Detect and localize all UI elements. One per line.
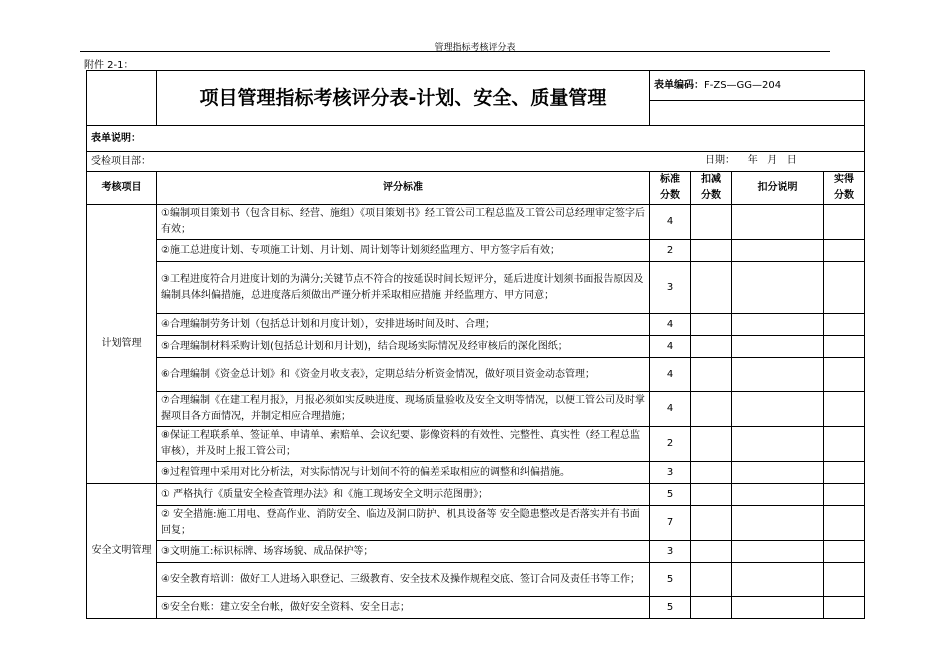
deduct-desc-cell[interactable] xyxy=(732,541,824,563)
deduct-cell[interactable] xyxy=(691,541,732,563)
criteria-text: ⑥合理编制《资金总计划》和《资金月收支表》，定期总结分析资金情况，做好项目资金动态管理； xyxy=(157,358,650,392)
deduct-cell[interactable] xyxy=(691,314,732,336)
deduct-desc-cell[interactable] xyxy=(732,314,824,336)
deduct-cell[interactable] xyxy=(691,358,732,392)
col-deduct: 扣减分数 xyxy=(691,172,732,205)
form-code-blank xyxy=(650,101,865,126)
standard-score: 2 xyxy=(650,240,691,262)
deduct-desc-cell[interactable] xyxy=(732,462,824,484)
criteria-text: ④合理编制劳务计划（包括总计划和月度计划），安排进场时间及时、合理； xyxy=(157,314,650,336)
deduct-cell[interactable] xyxy=(691,597,732,619)
col-deduct-desc: 扣分说明 xyxy=(732,172,824,205)
section-name: 安全文明管理 xyxy=(87,484,157,619)
actual-cell[interactable] xyxy=(824,541,865,563)
actual-cell[interactable] xyxy=(824,358,865,392)
deduct-cell[interactable] xyxy=(691,205,732,240)
form-code xyxy=(650,71,865,101)
section-name: 计划管理 xyxy=(87,205,157,484)
standard-score: 3 xyxy=(650,462,691,484)
actual-cell[interactable] xyxy=(824,240,865,262)
logo-cell xyxy=(87,71,157,126)
date-label: 日期： 年 月 日 xyxy=(705,155,797,166)
deduct-desc-cell[interactable] xyxy=(732,563,824,597)
project-label: 受检项目部： xyxy=(91,155,151,167)
score-table xyxy=(86,70,865,619)
actual-cell[interactable] xyxy=(824,205,865,240)
standard-score: 4 xyxy=(650,336,691,358)
deduct-desc-cell[interactable] xyxy=(732,358,824,392)
standard-score: 5 xyxy=(650,597,691,619)
actual-cell[interactable] xyxy=(824,484,865,506)
page-header: 管理指标考核评分表 xyxy=(434,43,516,53)
header-rule xyxy=(80,51,830,52)
actual-cell[interactable] xyxy=(824,262,865,314)
standard-score: 2 xyxy=(650,427,691,462)
actual-cell[interactable] xyxy=(824,597,865,619)
deduct-cell[interactable] xyxy=(691,392,732,427)
standard-score: 3 xyxy=(650,262,691,314)
deduct-desc-cell[interactable] xyxy=(732,205,824,240)
col-criteria: 评分标准 xyxy=(157,172,650,205)
actual-cell[interactable] xyxy=(824,392,865,427)
standard-score: 5 xyxy=(650,563,691,597)
deduct-cell[interactable] xyxy=(691,427,732,462)
criteria-text: ① 严格执行《质量安全检查管理办法》和《施工现场安全文明示范图册》； xyxy=(157,484,650,506)
deduct-desc-cell[interactable] xyxy=(732,427,824,462)
actual-cell[interactable] xyxy=(824,314,865,336)
deduct-cell[interactable] xyxy=(691,262,732,314)
col-item: 考核项目 xyxy=(87,172,157,205)
criteria-text: ④安全教育培训：做好工人进场入职登记、三级教育、安全技术及操作规程交底、签订合同及责任书等工作； xyxy=(157,563,650,597)
deduct-cell[interactable] xyxy=(691,240,732,262)
criteria-text: ⑤合理编制材料采购计划(包括总计划和月计划)，结合现场实际情况及经审核后的深化图纸； xyxy=(157,336,650,358)
form-description: 表单说明： xyxy=(87,126,865,152)
form-code-value: F-ZS—GG—204 xyxy=(704,80,782,91)
standard-score: 4 xyxy=(650,205,691,240)
deduct-cell[interactable] xyxy=(691,563,732,597)
criteria-text: ③工程进度符合月进度计划的为满分;关键节点不符合的按延误时间长短评分，延后进度计划须书面报告原因及编制具体纠偏措施，总进度落后须做出严谨分析并采取相应措施 并经监理方、甲方同意； xyxy=(157,262,650,314)
standard-score: 4 xyxy=(650,314,691,336)
criteria-text: ⑨过程管理中采用对比分析法，对实际情况与计划间不符的偏差采取相应的调整和纠偏措施。 xyxy=(157,462,650,484)
deduct-cell[interactable] xyxy=(691,462,732,484)
deduct-cell[interactable] xyxy=(691,506,732,541)
actual-cell[interactable] xyxy=(824,462,865,484)
col-standard: 标准分数 xyxy=(650,172,691,205)
actual-cell[interactable] xyxy=(824,506,865,541)
deduct-desc-cell[interactable] xyxy=(732,597,824,619)
actual-cell[interactable] xyxy=(824,563,865,597)
deduct-cell[interactable] xyxy=(691,484,732,506)
standard-score: 7 xyxy=(650,506,691,541)
criteria-text: ⑦合理编制《在建工程月报》，月报必须如实反映进度、现场质量验收及安全文明等情况，以便工管公司及时掌握项目各方面情况，并制定相应合理措施； xyxy=(157,392,650,427)
criteria-text: ⑧保证工程联系单、签证单、申请单、索赔单、会议纪要、影像资料的有效性、完整性、真实性（经工程总监审核），并及时上报工管公司； xyxy=(157,427,650,462)
deduct-desc-cell[interactable] xyxy=(732,392,824,427)
actual-cell[interactable] xyxy=(824,427,865,462)
criteria-text: ①编制项目策划书（包含目标、经营、施组）《项目策划书》经工管公司工程总监及工管公司总经理审定签字后有效； xyxy=(157,205,650,240)
deduct-desc-cell[interactable] xyxy=(732,240,824,262)
criteria-text: ⑤安全台账：建立安全台帐，做好安全资料、安全日志； xyxy=(157,597,650,619)
standard-score: 4 xyxy=(650,392,691,427)
actual-cell[interactable] xyxy=(824,336,865,358)
standard-score: 4 xyxy=(650,358,691,392)
criteria-text: ③文明施工:标识标牌、场容场貌、成品保护等； xyxy=(157,541,650,563)
deduct-cell[interactable] xyxy=(691,336,732,358)
col-actual: 实得分数 xyxy=(824,172,865,205)
deduct-desc-cell[interactable] xyxy=(732,262,824,314)
deduct-desc-cell[interactable] xyxy=(732,336,824,358)
criteria-text: ②施工总进度计划、专项施工计划、月计划、周计划等计划须经监理方、甲方签字后有效； xyxy=(157,240,650,262)
attachment-label: 附件 2-1： xyxy=(84,60,134,71)
standard-score: 3 xyxy=(650,541,691,563)
form-title: 项目管理指标考核评分表-计划、安全、质量管理 xyxy=(157,71,650,126)
deduct-desc-cell[interactable] xyxy=(732,484,824,506)
project-row xyxy=(87,152,865,172)
form-code-label: 表单编码： xyxy=(654,80,704,91)
deduct-desc-cell[interactable] xyxy=(732,506,824,541)
criteria-text: ② 安全措施:施工用电、登高作业、消防安全、临边及洞口防护、机具设备等 安全隐患整改是否落实并有书面回复； xyxy=(157,506,650,541)
standard-score: 5 xyxy=(650,484,691,506)
